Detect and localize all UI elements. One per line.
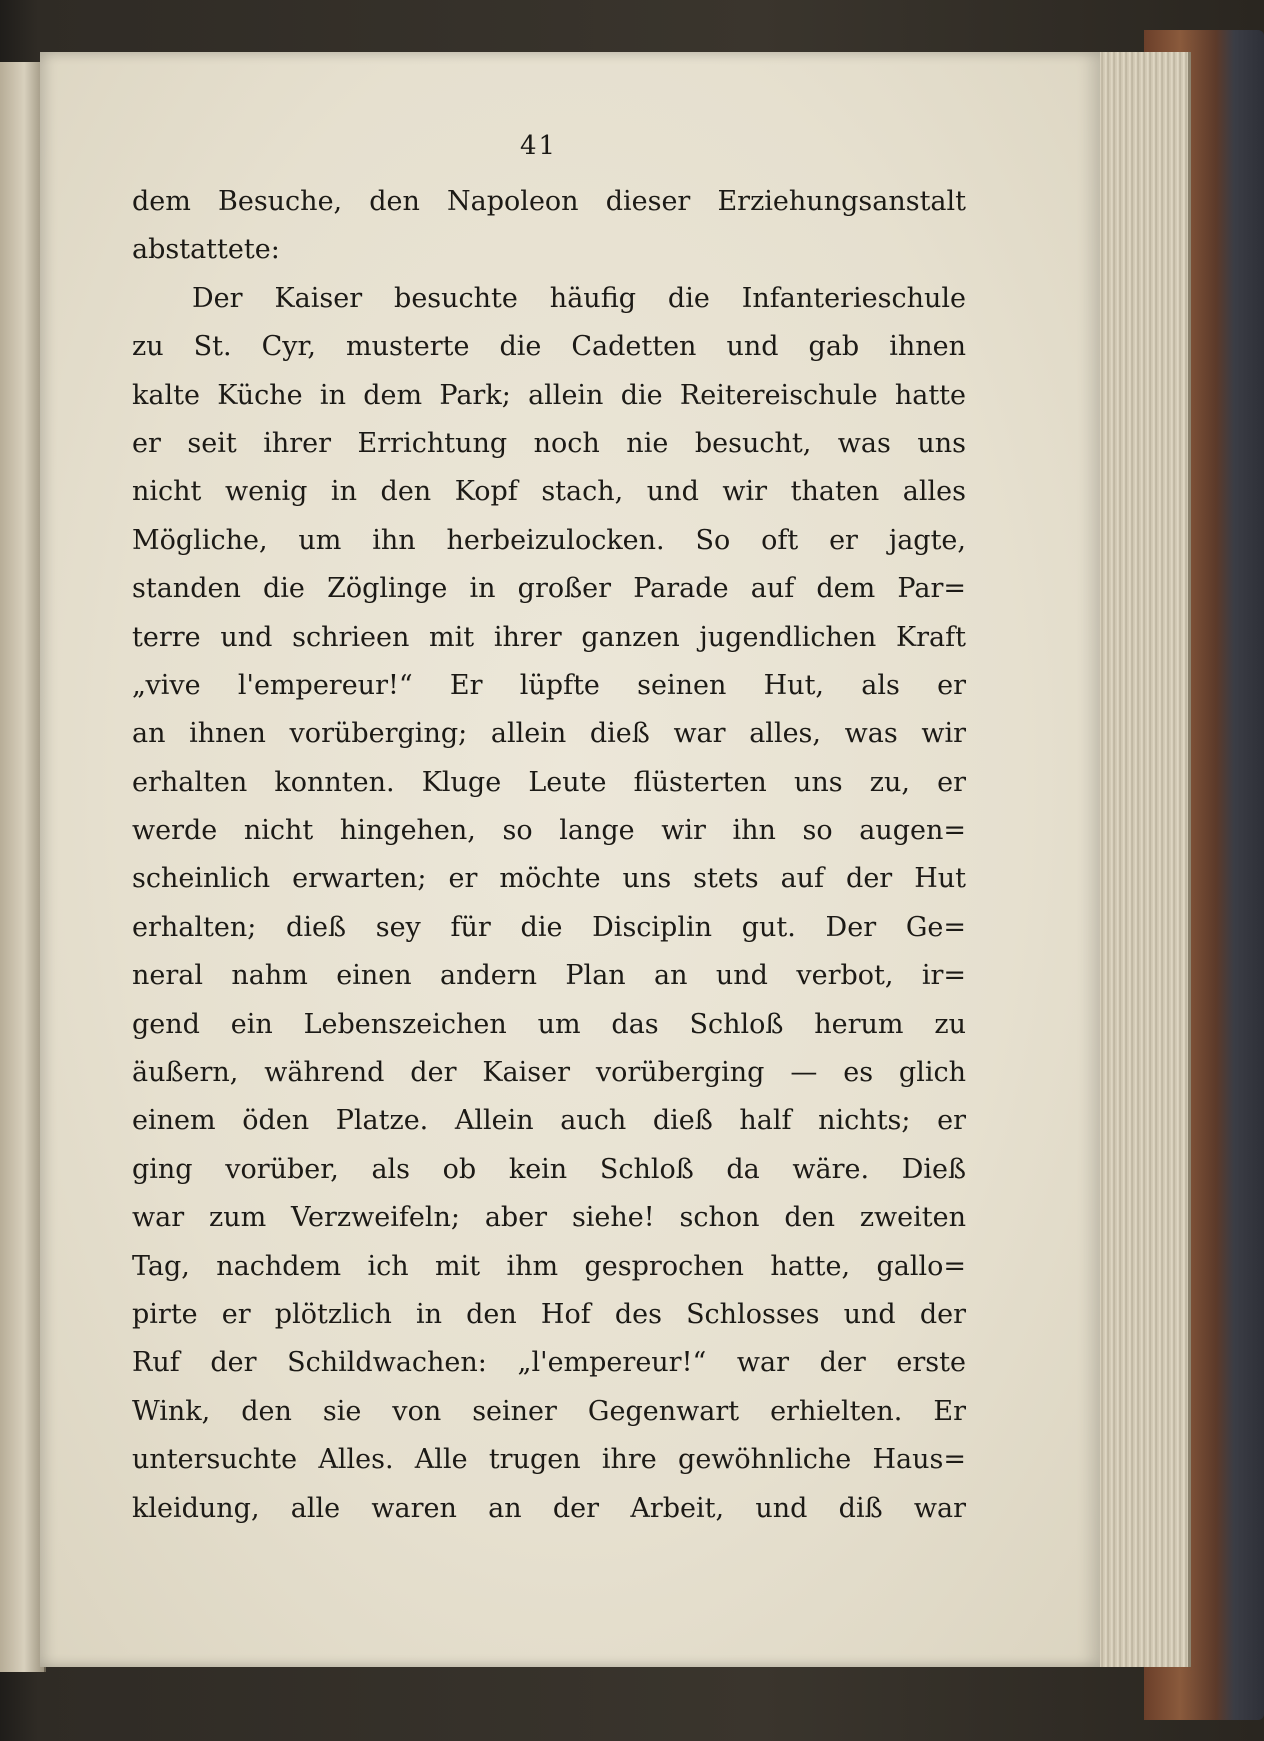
text-line: nicht wenig in den Kopf stach, und wir thaten alles [132, 476, 966, 508]
text-line: werde nicht hingehen, so lange wir ihn so augen= [132, 815, 966, 847]
text-line: Mögliche, um ihn herbeizulocken. So oft er jagte, [132, 524, 966, 556]
text-line: untersuchte Alles. Alle trugen ihre gewöhnliche Haus= [132, 1444, 966, 1476]
text-line: Wink, den sie von seiner Gegenwart erhielten. Er [132, 1395, 966, 1427]
text-line: kleidung, alle waren an der Arbeit, und diß war [132, 1492, 966, 1524]
text-line: ging vorüber, als ob kein Schloß da wäre. Dieß [132, 1153, 966, 1185]
text-line: „vive l'empereur!“ Er lüpfte seinen Hut, als er [132, 669, 966, 701]
page-number: 41 [520, 131, 558, 161]
text-line: standen die Zöglinge in großer Parade auf dem Par= [132, 573, 966, 605]
text-line: terre und schrieen mit ihrer ganzen jugendlichen Kraft [132, 621, 966, 653]
text-line: kalte Küche in dem Park; allein die Reitereischule hatte [132, 379, 966, 411]
text-line: erhalten; dieß sey für die Disciplin gut. Der Ge= [132, 911, 966, 943]
text-line: äußern, während der Kaiser vorüberging — es glich [132, 1057, 966, 1089]
text-line: Tag, nachdem ich mit ihm gesprochen hatte, gallo= [132, 1250, 966, 1282]
text-line: erhalten konnten. Kluge Leute flüsterten uns zu, er [132, 766, 966, 798]
text-line: neral nahm einen andern Plan an und verbot, ir= [132, 960, 966, 992]
page-edges [1098, 52, 1191, 1667]
text-line: Der Kaiser besuchte häufig die Infanterieschule [192, 282, 966, 314]
text-line: einem öden Platze. Allein auch dieß half nichts; er [132, 1105, 966, 1137]
page-text [132, 178, 966, 1533]
text-line: abstattete: [132, 234, 280, 266]
text-line: zu St. Cyr, musterte die Cadetten und gab ihnen [132, 331, 966, 363]
text-line: Ruf der Schildwachen: „l'empereur!“ war der erste [132, 1347, 966, 1379]
text-line: er seit ihrer Errichtung noch nie besucht, was uns [132, 427, 966, 459]
text-line: scheinlich erwarten; er möchte uns stets auf der Hut [132, 863, 966, 895]
text-line: gend ein Lebenszeichen um das Schloß herum zu [132, 1008, 966, 1040]
text-line: war zum Verzweifeln; aber siehe! schon den zweiten [132, 1202, 966, 1234]
text-line: pirte er plötzlich in den Hof des Schlosses und der [132, 1298, 966, 1330]
text-line: an ihnen vorüberging; allein dieß war alles, was wir [132, 718, 966, 750]
text-line: dem Besuche, den Napoleon dieser Erziehungsanstalt [132, 186, 966, 217]
